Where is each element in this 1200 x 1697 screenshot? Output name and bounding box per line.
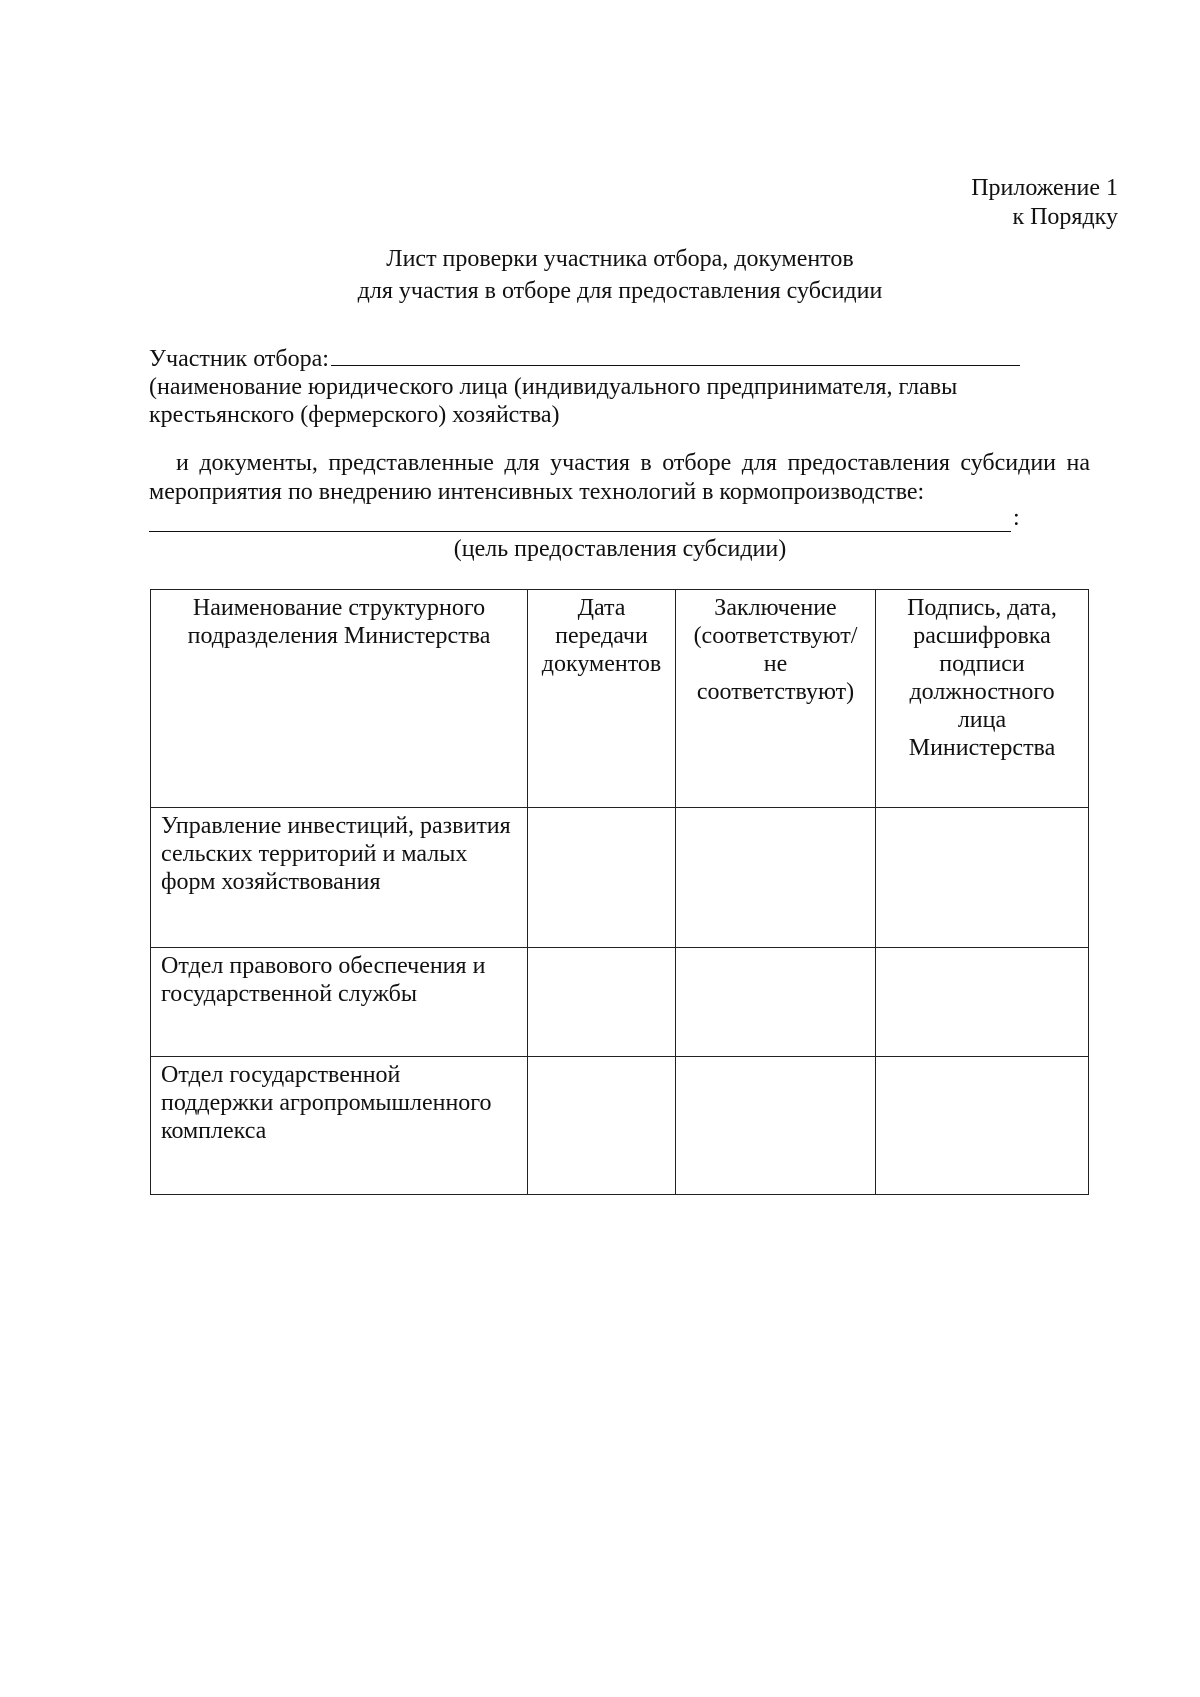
appendix-order: к Порядку <box>1012 204 1118 230</box>
goal-fill-line[interactable] <box>149 507 1011 532</box>
document-title <box>0 243 1200 307</box>
table-row <box>151 948 1089 1057</box>
header-signature: Подпись, дата, расшифровка подписи должностного лица Министерства <box>876 590 1089 808</box>
participant-fill-line[interactable] <box>331 343 1020 366</box>
documents-text: и документы, представленные для участия в отборе для предоставления субсидии на мероприятия по внедрению интенсивных технологий в кормопроизводстве: <box>149 450 1090 505</box>
table-header-row <box>151 590 1089 808</box>
department-cell: Отдел государственной поддержки агропромышленного комплекса <box>151 1057 528 1195</box>
title-line-2: для участия в отборе для предоставления субсидии <box>357 278 883 304</box>
participant-label: Участник отбора: <box>149 346 329 372</box>
header-department: Наименование структурного подразделения Министерства <box>151 590 528 808</box>
participant-block <box>149 343 1029 429</box>
table-row <box>151 808 1089 948</box>
conclusion-cell[interactable] <box>676 808 876 948</box>
header-conclusion: Заключение (соответствуют/ не соответствуют) <box>676 590 876 808</box>
signature-cell[interactable] <box>876 1057 1089 1195</box>
goal-caption: (цель предоставления субсидии) <box>453 536 787 562</box>
department-cell: Отдел правового обеспечения и государственной службы <box>151 948 528 1057</box>
goal-colon: : <box>1013 505 1020 531</box>
date-cell[interactable] <box>528 1057 676 1195</box>
verification-table <box>150 589 1089 1195</box>
participant-caption: (наименование юридического лица (индивидуального предпринимателя, главы крестьянского (фермерского) хозяйства) <box>149 374 958 428</box>
participant-row <box>149 343 1029 373</box>
signature-cell[interactable] <box>876 808 1089 948</box>
appendix-number: Приложение 1 <box>971 175 1118 201</box>
signature-cell[interactable] <box>876 948 1089 1057</box>
header-date: Дата передачи документов <box>528 590 676 808</box>
title-line-1: Лист проверки участника отбора, документов <box>386 246 854 272</box>
date-cell[interactable] <box>528 948 676 1057</box>
appendix-reference <box>971 174 1118 232</box>
conclusion-cell[interactable] <box>676 1057 876 1195</box>
conclusion-cell[interactable] <box>676 948 876 1057</box>
date-cell[interactable] <box>528 808 676 948</box>
table-row <box>151 1057 1089 1195</box>
department-cell: Управление инвестиций, развития сельских территорий и малых форм хозяйствования <box>151 808 528 948</box>
